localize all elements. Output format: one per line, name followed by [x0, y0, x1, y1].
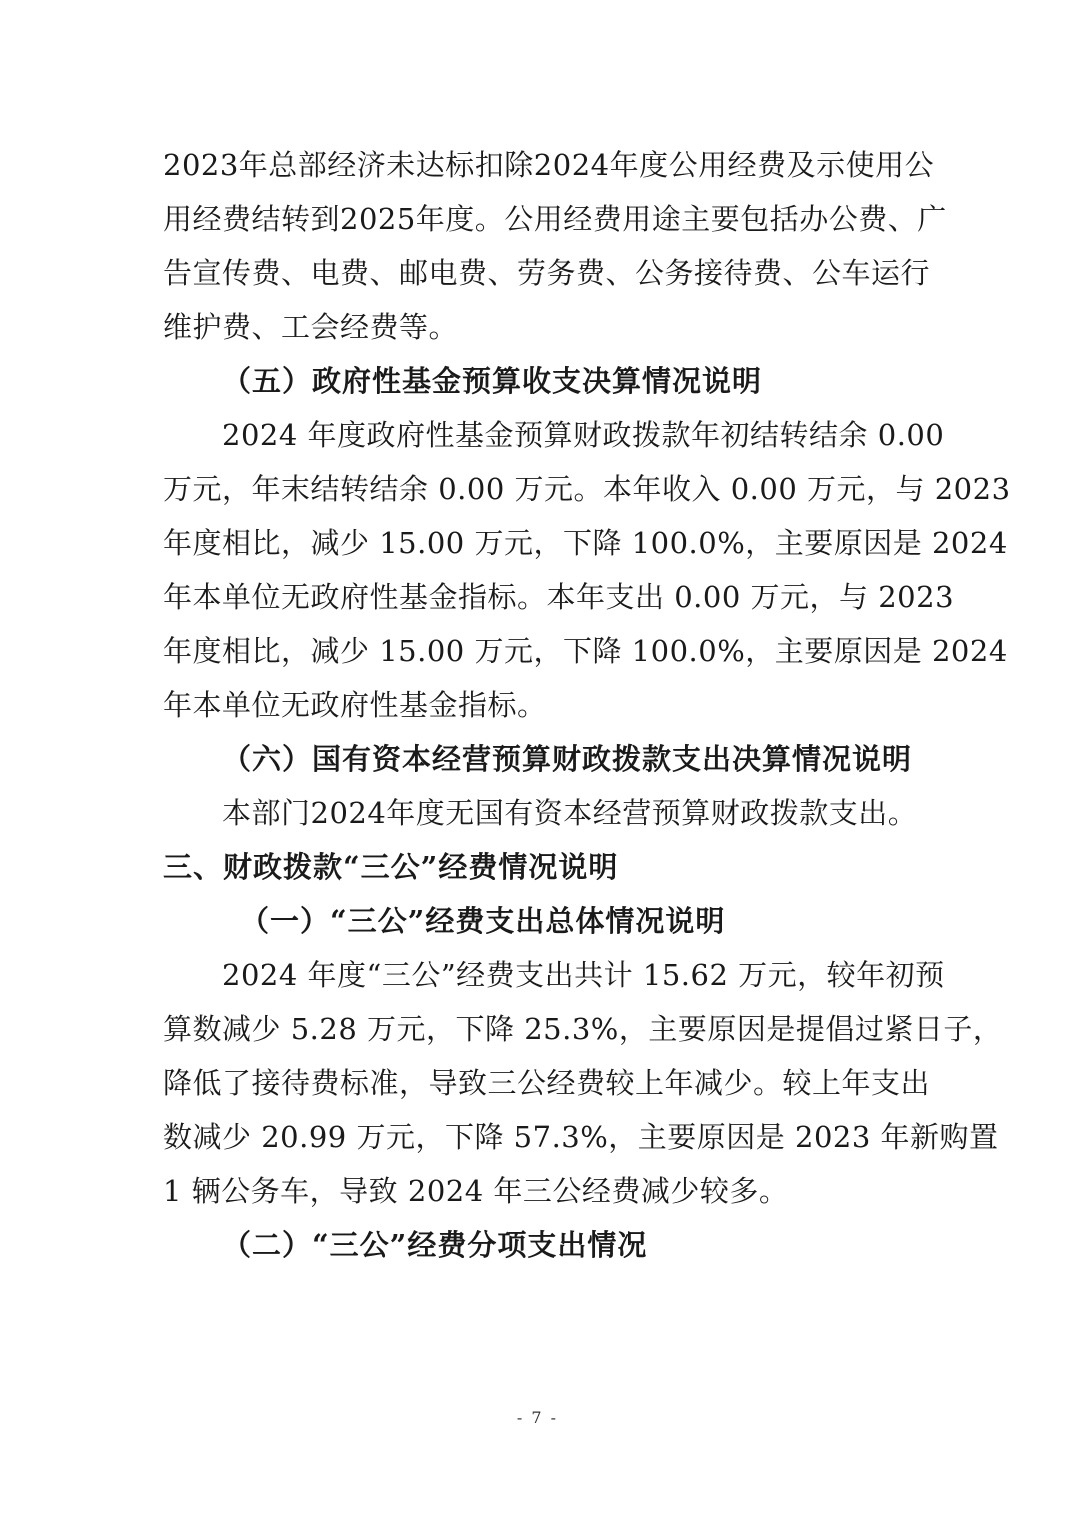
paragraph-line: 降低了接待费标准，导致三公经费较上年减少。较上年支出 [163, 1066, 931, 1100]
page-number: - 7 - [516, 1408, 559, 1427]
paragraph-line: 2023年总部经济未达标扣除2024年度公用经费及示使用公 [163, 148, 935, 182]
paragraph-line: 2024 年度“三公”经费支出共计 15.62 万元，较年初预 [222, 958, 945, 992]
section-heading: （六）国有资本经营预算财政拨款支出决算情况说明 [222, 742, 913, 776]
chapter-heading: 三、财政拨款“三公”经费情况说明 [163, 850, 619, 884]
paragraph-line: 年度相比，减少 15.00 万元，下降 100.0%，主要原因是 2024 [163, 526, 1008, 560]
paragraph-line: 本部门2024年度无国有资本经营预算财政拨款支出。 [222, 796, 918, 830]
paragraph-line: 告宣传费、电费、邮电费、劳务费、公务接待费、公车运行 [163, 256, 931, 290]
paragraph-line: 年本单位无政府性基金指标。本年支出 0.00 万元，与 2023 [163, 580, 955, 614]
paragraph-line: 年度相比，减少 15.00 万元，下降 100.0%，主要原因是 2024 [163, 634, 1008, 668]
paragraph-line: 数减少 20.99 万元，下降 57.3%，主要原因是 2023 年新购置 [163, 1120, 999, 1154]
section-heading: （二）“三公”经费分项支出情况 [222, 1228, 648, 1262]
paragraph-line: 用经费结转到2025年度。公用经费用途主要包括办公费、广 [163, 202, 947, 236]
paragraph-line: 维护费、工会经费等。 [163, 310, 459, 344]
paragraph-line: 年本单位无政府性基金指标。 [163, 688, 547, 722]
section-heading: （一）“三公”经费支出总体情况说明 [240, 904, 726, 938]
paragraph-line: 算数减少 5.28 万元，下降 25.3%，主要原因是提倡过紧日子， [163, 1012, 1003, 1046]
paragraph-line: 2024 年度政府性基金预算财政拨款年初结转结余 0.00 [222, 418, 945, 452]
paragraph-line: 1 辆公务车，导致 2024 年三公经费减少较多。 [163, 1174, 789, 1208]
section-heading: （五）政府性基金预算收支决算情况说明 [222, 364, 763, 398]
paragraph-line: 万元，年末结转结余 0.00 万元。本年收入 0.00 万元，与 2023 [163, 472, 1011, 506]
